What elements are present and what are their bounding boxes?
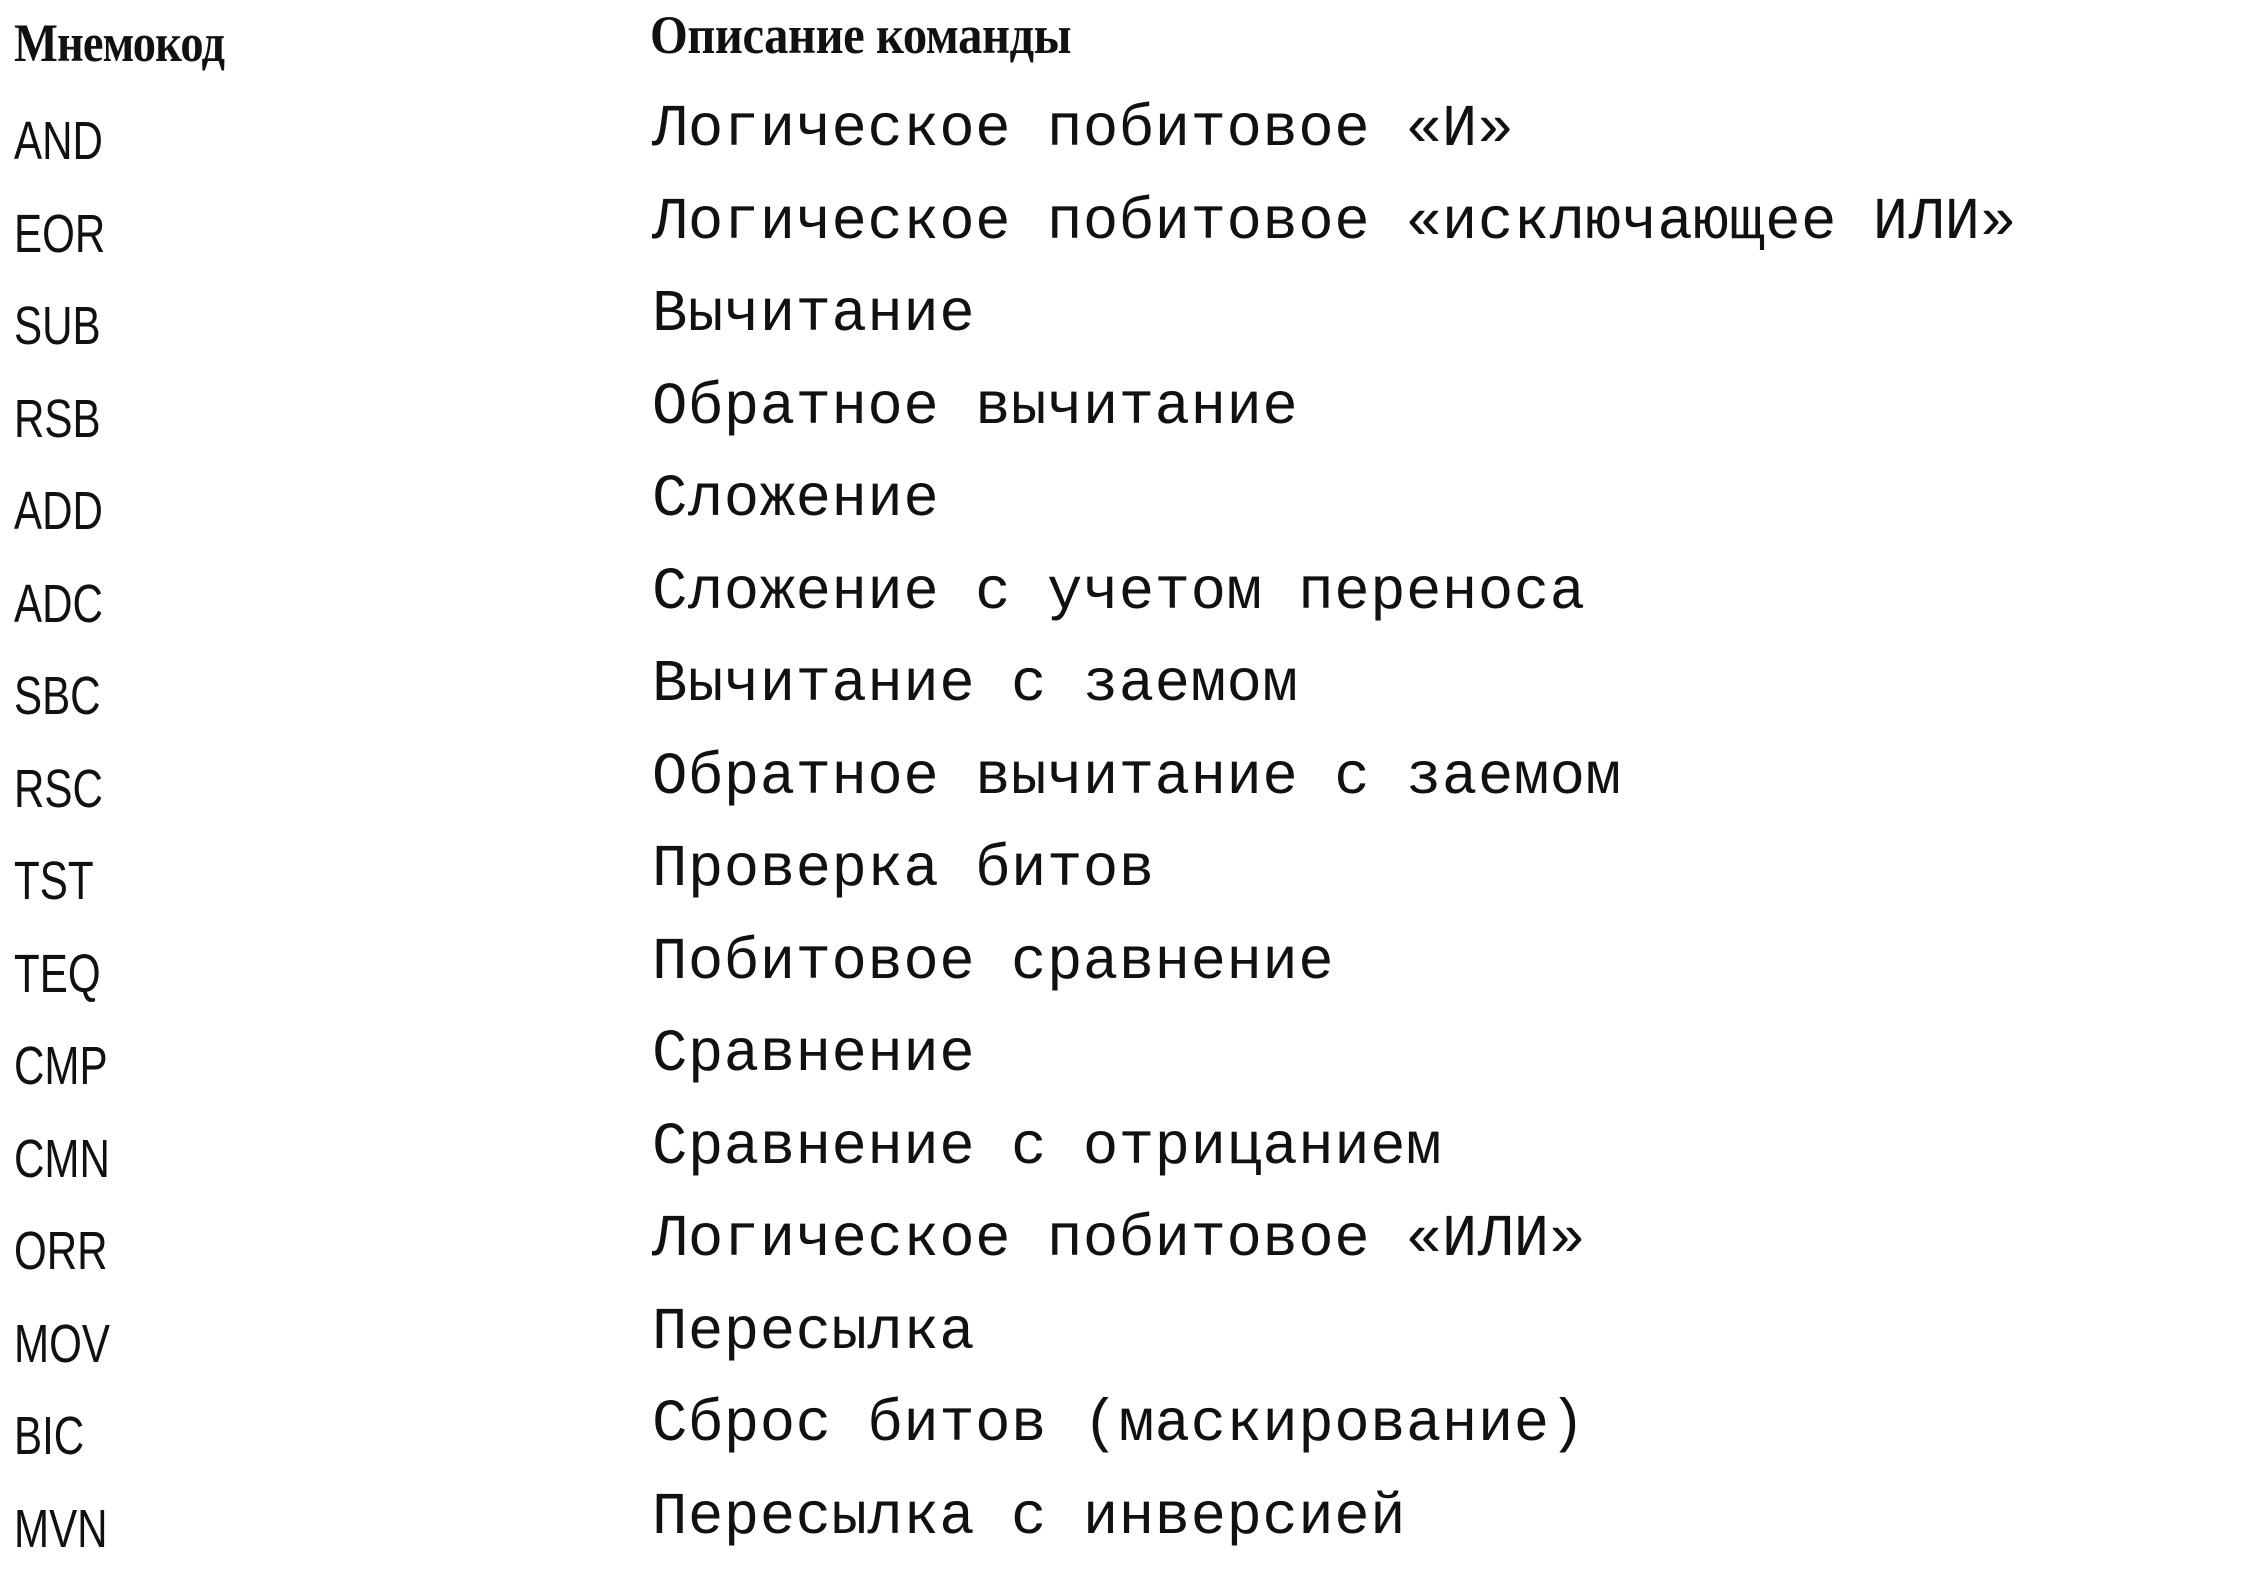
header-description: Описание команды	[650, 4, 1071, 66]
table-row	[0, 836, 2249, 929]
row-mnemonic: TEQ	[14, 943, 101, 1005]
row-description: Сложение с учетом переноса	[652, 559, 1586, 626]
row-mnemonic: CMP	[14, 1035, 108, 1097]
row-description: Сложение	[652, 466, 939, 533]
row-mnemonic: BIC	[14, 1405, 84, 1467]
table-row	[0, 1021, 2249, 1114]
row-mnemonic: MOV	[14, 1313, 110, 1375]
row-mnemonic: EOR	[14, 203, 105, 265]
table-header	[0, 2, 2249, 82]
row-mnemonic: RSC	[14, 758, 103, 820]
row-description: Логическое побитовое «И»	[652, 96, 1514, 163]
table-row	[0, 96, 2249, 189]
table-row	[0, 189, 2249, 282]
row-description: Сброс битов (маскирование)	[652, 1391, 1586, 1458]
table-row	[0, 1484, 2249, 1576]
row-mnemonic: SBC	[14, 665, 101, 727]
table-row	[0, 929, 2249, 1022]
row-description: Обратное вычитание с заемом	[652, 744, 1621, 811]
row-description: Сравнение	[652, 1021, 975, 1088]
table-row	[0, 1299, 2249, 1392]
table-row	[0, 281, 2249, 374]
row-mnemonic: ADC	[14, 573, 103, 635]
row-mnemonic: SUB	[14, 295, 101, 357]
header-mnemonic: Мнемокод	[14, 12, 224, 74]
row-description: Проверка битов	[652, 836, 1155, 903]
row-mnemonic: MVN	[14, 1498, 108, 1560]
row-mnemonic: AND	[14, 110, 103, 172]
table-row	[0, 651, 2249, 744]
row-mnemonic: ORR	[14, 1220, 108, 1282]
row-mnemonic: TST	[14, 850, 94, 912]
row-description: Вычитание	[652, 281, 975, 348]
table-row	[0, 1391, 2249, 1484]
row-description: Пересылка	[652, 1299, 975, 1366]
row-mnemonic: RSB	[14, 388, 101, 450]
row-description: Вычитание с заемом	[652, 651, 1298, 718]
row-description: Обратное вычитание	[652, 374, 1298, 441]
table-row	[0, 374, 2249, 467]
row-description: Побитовое сравнение	[652, 929, 1334, 996]
table-body	[0, 96, 2249, 1576]
row-description: Сравнение с отрицанием	[652, 1114, 1442, 1181]
table-row	[0, 1206, 2249, 1299]
row-description: Логическое побитовое «ИЛИ»	[652, 1206, 1586, 1273]
table-row	[0, 744, 2249, 837]
row-mnemonic: CMN	[14, 1128, 110, 1190]
row-description: Пересылка с инверсией	[652, 1484, 1406, 1551]
table-row	[0, 1114, 2249, 1207]
table-row	[0, 466, 2249, 559]
row-mnemonic: ADD	[14, 480, 103, 542]
row-description: Логическое побитовое «исключающее ИЛИ»	[652, 189, 2016, 256]
table-row	[0, 559, 2249, 652]
